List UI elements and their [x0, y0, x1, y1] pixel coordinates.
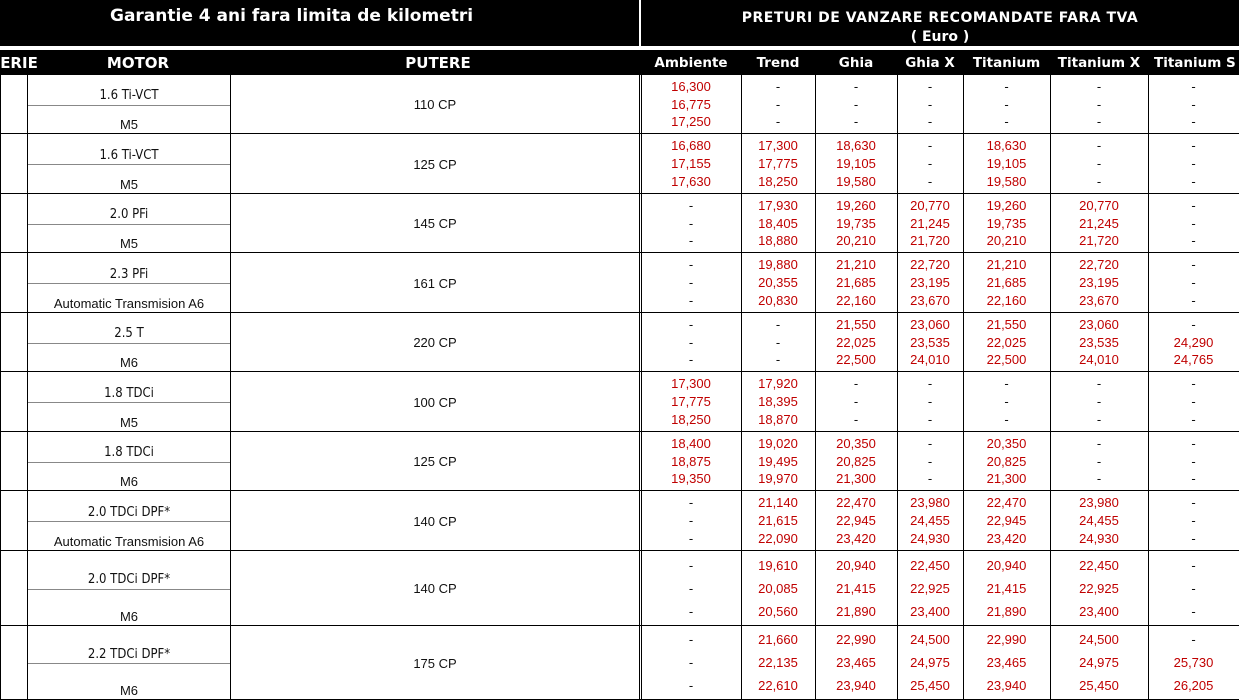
- price-empty: -: [853, 394, 859, 409]
- price-empty: -: [688, 293, 694, 308]
- price-value: 23,535: [1079, 334, 1119, 350]
- prices-title: PRETURI DE VANZARE RECOMANDATE FARA TVA: [741, 10, 1139, 26]
- price-value: 22,945: [986, 513, 1027, 528]
- price-empty: -: [1191, 632, 1196, 648]
- price-empty: -: [1191, 580, 1196, 596]
- gearbox-label: Automatic Transmision A6: [53, 295, 205, 311]
- price-value: 22,450: [910, 557, 950, 573]
- row-border: [0, 193, 1239, 194]
- price-value: 19,350: [671, 471, 711, 487]
- price-value: 23,465: [836, 655, 876, 670]
- price-empty: -: [1191, 435, 1196, 451]
- power-label: 220 CP: [413, 335, 457, 350]
- price-empty: -: [688, 655, 694, 670]
- price-empty: -: [1004, 78, 1009, 94]
- price-value: 22,450: [1079, 557, 1119, 573]
- price-value: 19,260: [836, 197, 876, 213]
- engine-label: 2.2 TDCi DPF*: [87, 646, 171, 662]
- price-value: 24,455: [910, 513, 950, 528]
- price-value: 23,940: [986, 677, 1027, 693]
- price-empty: -: [853, 96, 859, 112]
- price-empty: -: [775, 114, 781, 130]
- price-empty: -: [688, 257, 694, 272]
- price-value: 17,155: [671, 156, 711, 171]
- price-value: 21,140: [758, 495, 798, 510]
- price-empty: -: [1191, 257, 1196, 272]
- currency-label: ( Euro ): [910, 29, 970, 45]
- column-header-serie: ERIE: [0, 54, 38, 72]
- price-value: 22,025: [836, 334, 876, 350]
- warranty-title: Garantie 4 ani fara limita de kilometri: [110, 6, 474, 26]
- price-empty: -: [688, 215, 694, 231]
- power-label: 161 CP: [413, 275, 457, 291]
- price-value: 20,940: [836, 557, 876, 573]
- price-empty: -: [688, 677, 694, 693]
- power-label: 140 CP: [413, 581, 457, 596]
- price-empty: -: [1096, 412, 1102, 427]
- price-empty: -: [1191, 471, 1196, 487]
- price-empty: -: [1191, 316, 1196, 332]
- gearbox-label: M5: [119, 176, 139, 192]
- engine-label: 2.0 PFi: [109, 207, 149, 222]
- row-border: [0, 625, 1239, 626]
- price-value: 25,450: [910, 677, 950, 693]
- power-label: 125 CP: [413, 454, 457, 469]
- motor-divider: [28, 343, 230, 344]
- price-value: 18,395: [758, 394, 798, 409]
- price-value: 23,670: [910, 293, 950, 308]
- price-value: 23,400: [1079, 603, 1119, 619]
- motor-divider: [28, 164, 230, 165]
- price-empty: -: [688, 197, 694, 213]
- price-value: 17,300: [671, 376, 711, 391]
- power-label: 110 CP: [413, 97, 457, 112]
- price-empty: -: [1096, 453, 1102, 469]
- price-empty: -: [927, 114, 933, 130]
- price-value: 25,450: [1079, 677, 1119, 693]
- engine-label: 2.0 TDCi DPF*: [87, 504, 171, 520]
- motor-divider: [28, 462, 230, 463]
- price-value: 22,720: [1079, 257, 1119, 272]
- price-value: 21,245: [910, 215, 950, 231]
- price-empty: -: [1004, 96, 1009, 112]
- price-value: 22,610: [758, 677, 798, 693]
- price-empty: -: [1191, 78, 1196, 94]
- price-value: 20,085: [758, 580, 798, 596]
- price-empty: -: [1191, 156, 1196, 171]
- price-value: 24,975: [910, 655, 950, 670]
- price-value: 19,495: [758, 453, 798, 469]
- power-label: 145 CP: [413, 216, 457, 231]
- price-value: 19,020: [758, 435, 798, 451]
- row-border: [0, 431, 1239, 432]
- column-header-putere: PUTERE: [405, 54, 471, 72]
- price-empty: -: [1096, 156, 1102, 171]
- price-value: 24,010: [1079, 352, 1119, 368]
- price-empty: -: [688, 557, 694, 573]
- price-value: 25,730: [1173, 655, 1214, 670]
- column-header-motor: MOTOR: [106, 54, 170, 72]
- price-value: 17,775: [671, 394, 711, 409]
- price-value: 22,025: [986, 334, 1027, 350]
- prices-banner: [641, 0, 1239, 46]
- price-empty: -: [1191, 531, 1196, 546]
- price-empty: -: [1191, 394, 1196, 409]
- price-empty: -: [688, 603, 694, 619]
- price-value: 18,880: [758, 233, 798, 249]
- price-value: 21,210: [836, 257, 876, 272]
- price-empty: -: [688, 632, 694, 648]
- price-value: 18,630: [986, 138, 1027, 153]
- price-value: 23,980: [1079, 495, 1119, 510]
- price-value: 19,580: [986, 174, 1027, 189]
- price-value: 20,350: [836, 435, 876, 451]
- price-value: 20,825: [986, 453, 1027, 469]
- price-empty: -: [1191, 275, 1196, 290]
- price-empty: -: [1191, 495, 1196, 510]
- price-value: 21,890: [836, 603, 876, 619]
- price-value: 21,660: [758, 632, 798, 648]
- price-empty: -: [1191, 114, 1196, 130]
- price-empty: -: [775, 78, 781, 94]
- row-border: [0, 133, 1239, 134]
- price-empty: -: [1191, 376, 1196, 391]
- price-empty: -: [927, 78, 933, 94]
- price-empty: -: [688, 334, 694, 350]
- price-value: 24,930: [910, 531, 950, 546]
- price-value: 17,630: [671, 174, 711, 189]
- price-value: 21,685: [836, 275, 876, 290]
- price-value: 19,105: [986, 156, 1027, 171]
- price-value: 22,160: [836, 293, 876, 308]
- price-empty: -: [1096, 471, 1102, 487]
- price-value: 23,420: [836, 531, 876, 546]
- price-empty: -: [1191, 96, 1196, 112]
- engine-label: 1.6 Ti-VCT: [99, 147, 159, 163]
- price-value: 16,300: [671, 78, 711, 94]
- price-value: 23,940: [836, 677, 876, 693]
- gearbox-label: M6: [119, 682, 139, 698]
- price-value: 20,210: [836, 233, 876, 249]
- column-header-trim: Titanium X: [1057, 55, 1141, 71]
- engine-label: 1.8 TDCi: [104, 445, 154, 460]
- price-value: 23,195: [1079, 275, 1119, 290]
- price-value: 23,400: [910, 603, 950, 619]
- price-value: 24,975: [1079, 655, 1119, 670]
- price-value: 24,500: [1079, 632, 1119, 648]
- column-header-trim: Ghia: [838, 55, 874, 71]
- price-empty: -: [1096, 96, 1102, 112]
- price-value: 22,090: [758, 531, 798, 546]
- price-value: 21,245: [1079, 215, 1119, 231]
- column-header-trim: Titanium S: [1154, 55, 1236, 71]
- price-value: 21,550: [836, 316, 876, 332]
- price-value: 21,685: [986, 275, 1027, 290]
- price-value: 20,560: [758, 603, 798, 619]
- price-value: 23,060: [910, 316, 950, 332]
- grid-vline: [0, 75, 1, 700]
- price-empty: -: [1191, 215, 1196, 231]
- price-value: 22,470: [986, 495, 1027, 510]
- price-empty: -: [775, 334, 781, 350]
- price-value: 18,405: [758, 215, 798, 231]
- price-empty: -: [688, 233, 694, 249]
- price-empty: -: [1191, 557, 1196, 573]
- price-empty: -: [1096, 138, 1102, 153]
- price-value: 24,930: [1079, 531, 1119, 546]
- price-value: 17,775: [758, 156, 798, 171]
- price-empty: -: [688, 275, 694, 290]
- price-value: 21,300: [986, 471, 1027, 487]
- price-value: 24,455: [1079, 513, 1119, 528]
- price-value: 19,260: [986, 197, 1027, 213]
- price-empty: -: [1096, 78, 1102, 94]
- gearbox-label: M6: [119, 354, 139, 370]
- price-value: 19,970: [758, 471, 798, 487]
- price-empty: -: [1191, 603, 1196, 619]
- price-value: 21,415: [986, 580, 1027, 596]
- price-empty: -: [688, 316, 694, 332]
- price-value: 16,775: [671, 96, 711, 112]
- price-value: 17,250: [671, 114, 711, 130]
- price-value: 23,195: [910, 275, 950, 290]
- price-empty: -: [775, 352, 781, 368]
- price-value: 18,250: [758, 174, 798, 189]
- price-empty: -: [853, 78, 859, 94]
- price-empty: -: [927, 156, 933, 171]
- price-value: 23,980: [910, 495, 950, 510]
- gearbox-label: M6: [119, 473, 139, 489]
- price-empty: -: [1191, 197, 1196, 213]
- column-header-trim: Ghia X: [905, 55, 955, 71]
- row-border: [0, 312, 1239, 313]
- price-value: 22,990: [986, 632, 1027, 648]
- price-value: 20,350: [986, 435, 1027, 451]
- price-empty: -: [688, 531, 694, 546]
- price-value: 19,735: [836, 215, 876, 231]
- price-value: 24,010: [910, 352, 950, 368]
- price-value: 17,930: [758, 197, 798, 213]
- price-empty: -: [853, 114, 859, 130]
- price-value: 16,680: [671, 138, 711, 153]
- price-value: 24,290: [1173, 334, 1214, 350]
- gearbox-label: M6: [119, 608, 139, 624]
- price-value: 21,300: [836, 471, 876, 487]
- price-empty: -: [688, 513, 694, 528]
- row-border: [0, 252, 1239, 253]
- price-value: 19,880: [758, 257, 798, 272]
- price-value: 21,720: [1079, 233, 1119, 249]
- price-value: 20,210: [986, 233, 1027, 249]
- price-empty: -: [1004, 412, 1009, 427]
- motor-divider: [28, 589, 230, 590]
- motor-divider: [28, 224, 230, 225]
- grid-vline: [639, 75, 640, 700]
- price-empty: -: [927, 394, 933, 409]
- price-value: 19,735: [986, 215, 1027, 231]
- price-value: 21,615: [758, 513, 798, 528]
- price-empty: -: [1096, 174, 1102, 189]
- price-empty: -: [927, 376, 933, 391]
- gearbox-label: Automatic Transmision A6: [53, 533, 205, 549]
- price-empty: -: [1004, 114, 1009, 130]
- price-value: 20,770: [1079, 197, 1119, 213]
- price-empty: -: [853, 376, 859, 391]
- price-empty: -: [1191, 293, 1196, 308]
- price-value: 23,535: [910, 334, 950, 350]
- price-empty: -: [1191, 513, 1196, 528]
- price-value: 21,550: [986, 316, 1027, 332]
- price-value: 22,990: [836, 632, 876, 648]
- price-empty: -: [1191, 233, 1196, 249]
- row-border: [0, 371, 1239, 372]
- price-empty: -: [853, 412, 859, 427]
- price-empty: -: [1004, 376, 1009, 391]
- price-empty: -: [1096, 376, 1102, 391]
- price-value: 20,825: [836, 453, 876, 469]
- price-value: 22,925: [1079, 580, 1119, 596]
- price-value: 24,765: [1173, 352, 1214, 368]
- price-value: 22,925: [910, 580, 950, 596]
- price-value: 22,470: [836, 495, 876, 510]
- price-value: 18,250: [671, 412, 711, 427]
- power-label: 175 CP: [413, 655, 457, 671]
- motor-divider: [28, 283, 230, 284]
- price-value: 21,210: [986, 257, 1027, 272]
- price-empty: -: [927, 471, 933, 487]
- price-value: 21,415: [836, 580, 876, 596]
- column-header-trim: Trend: [756, 55, 800, 71]
- price-empty: -: [1191, 453, 1196, 469]
- price-value: 18,870: [758, 412, 798, 427]
- price-value: 23,670: [1079, 293, 1119, 308]
- price-value: 20,355: [758, 275, 798, 290]
- gearbox-label: M5: [119, 414, 139, 430]
- price-value: 26,205: [1173, 677, 1214, 693]
- price-empty: -: [927, 435, 933, 451]
- motor-divider: [28, 521, 230, 522]
- motor-divider: [28, 402, 230, 403]
- price-value: 22,500: [986, 352, 1027, 368]
- power-label: 140 CP: [413, 513, 457, 529]
- price-value: 19,610: [758, 557, 798, 573]
- price-value: 22,945: [836, 513, 876, 528]
- price-value: 21,720: [910, 233, 950, 249]
- price-value: 17,300: [758, 138, 798, 153]
- price-value: 21,890: [986, 603, 1027, 619]
- price-empty: -: [1191, 174, 1196, 189]
- warranty-banner: [0, 0, 639, 46]
- price-value: 19,580: [836, 174, 876, 189]
- price-empty: -: [927, 453, 933, 469]
- gearbox-label: M5: [119, 116, 139, 132]
- price-value: 20,770: [910, 197, 950, 213]
- price-value: 22,500: [836, 352, 876, 368]
- price-value: 19,105: [836, 156, 876, 171]
- motor-divider: [28, 663, 230, 664]
- price-empty: -: [927, 96, 933, 112]
- price-empty: -: [927, 138, 933, 153]
- engine-label: 2.5 T: [114, 326, 144, 341]
- price-empty: -: [927, 412, 933, 427]
- engine-label: 2.0 TDCi DPF*: [87, 572, 171, 587]
- price-empty: -: [1096, 394, 1102, 409]
- price-empty: -: [1004, 394, 1009, 409]
- power-label: 100 CP: [413, 394, 457, 410]
- price-empty: -: [688, 352, 694, 368]
- price-empty: -: [775, 96, 781, 112]
- price-value: 23,060: [1079, 316, 1119, 332]
- price-value: 20,830: [758, 293, 798, 308]
- engine-label: 2.3 PFi: [109, 266, 149, 282]
- price-value: 18,875: [671, 453, 711, 469]
- row-border: [0, 550, 1239, 551]
- price-empty: -: [927, 174, 933, 189]
- price-value: 24,500: [910, 632, 950, 648]
- row-border: [0, 490, 1239, 491]
- price-value: 22,720: [910, 257, 950, 272]
- price-value: 18,630: [836, 138, 876, 153]
- price-value: 22,160: [986, 293, 1027, 308]
- engine-label: 1.6 Ti-VCT: [99, 88, 159, 103]
- gearbox-label: M5: [119, 235, 139, 251]
- price-value: 18,400: [671, 435, 711, 451]
- price-empty: -: [775, 316, 781, 332]
- power-label: 125 CP: [413, 156, 457, 172]
- column-header-trim: Titanium: [972, 55, 1041, 71]
- price-value: 20,940: [986, 557, 1027, 573]
- price-value: 23,420: [986, 531, 1027, 546]
- price-empty: -: [1096, 114, 1102, 130]
- column-header-trim: Ambiente: [654, 55, 728, 71]
- price-value: 17,920: [758, 376, 798, 391]
- price-value: 23,465: [986, 655, 1027, 670]
- price-value: 22,135: [758, 655, 798, 670]
- motor-divider: [28, 105, 230, 106]
- price-empty: -: [688, 495, 694, 510]
- price-empty: -: [1191, 138, 1196, 153]
- price-empty: -: [1191, 412, 1196, 427]
- engine-label: 1.8 TDCi: [104, 385, 154, 401]
- price-empty: -: [1096, 435, 1102, 451]
- price-empty: -: [688, 580, 694, 596]
